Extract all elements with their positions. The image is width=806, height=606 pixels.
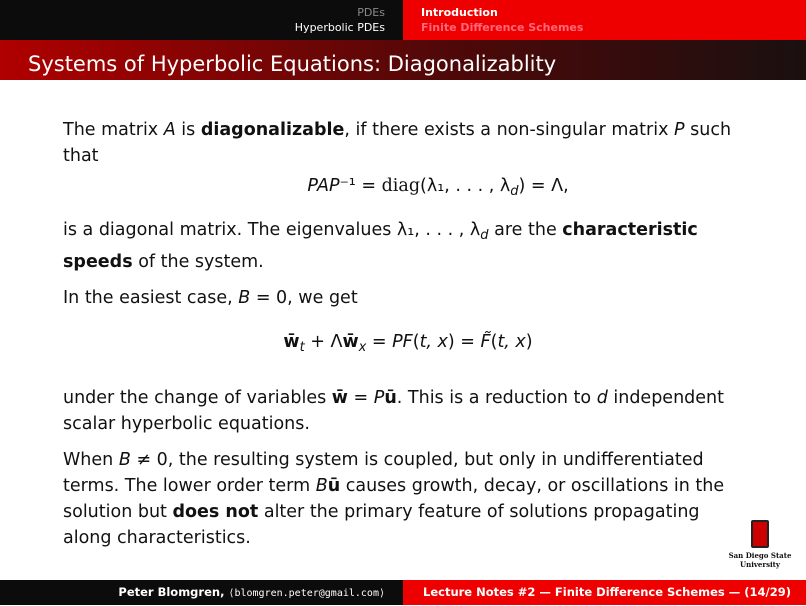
text-run: is a diagonal matrix. The eigenvalues λ₁, . . . , λ [63,220,481,240]
text-run: B [118,450,131,470]
text-run: = 0, we get [250,288,358,308]
text-run: P [373,388,385,408]
text-run: + Λ [304,332,343,352]
text-run: = [366,332,393,352]
shield-icon [751,520,769,548]
text-run: . This is a reduction to [396,388,597,408]
text-run: w̄ [342,332,359,352]
text-run: ū [384,388,397,408]
text-run: (λ₁, . . . , λ [420,176,511,196]
text-run: alter the primary feature of solutions propagating along characteristics. [63,502,700,548]
text-run: ) [525,332,533,352]
slide-title: Systems of Hyperbolic Equations: Diagonalizablity [0,40,806,80]
text-run: diag [381,176,421,196]
text-run: such that [63,120,732,166]
text-run: w̄ [331,388,348,408]
text-run: ū [327,476,341,496]
footer-author [0,580,403,605]
text-run: , if there exists a non-singular matrix [344,120,674,140]
university-logo [720,520,800,569]
section-nav [0,0,403,40]
author-email: ⟨blomgren.peter@gmail.com⟩ [228,588,385,599]
text-run: In the easiest case, [63,288,239,308]
paragraph [63,217,753,275]
text-run: B [238,288,251,308]
text-run: ≠ 0, the resulting system is coupled, but only in undifferentiated terms. The lower order term [63,450,704,496]
nav-section-hyperbolic[interactable]: Hyperbolic PDEs [294,21,385,34]
navigation-header [0,0,806,40]
subsection-nav [403,0,806,40]
text-run: are the [488,220,563,240]
text-run: characteristic speeds [63,220,698,272]
equation [63,329,753,361]
text-run: under the change of variables [63,388,332,408]
text-run: B [315,476,328,496]
text-run: causes growth, decay, or oscillations in the solution but [63,476,725,522]
text-run: = [347,388,374,408]
text-run: t, x [497,332,526,352]
text-run: d [480,228,489,243]
text-run: ) = Λ, [518,176,569,196]
text-run: w̄ [283,332,300,352]
text-run: ( [412,332,420,352]
text-run: The matrix [63,120,164,140]
text-run: diagonalizable [200,120,345,140]
nav-section-pdes[interactable]: PDEs [357,6,385,19]
text-run: d [510,184,519,199]
text-run: t [299,340,305,355]
text-run: ( [490,332,498,352]
text-run: PF [392,332,413,352]
text-run: t, x [419,332,448,352]
text-run: When [63,450,119,470]
text-run: x [358,340,367,355]
nav-sub-introduction[interactable]: Introduction [421,6,498,19]
slide-body [63,117,753,561]
text-run: PAP [307,176,340,196]
logo-line1: San Diego State [728,551,792,560]
text-run: is [175,120,201,140]
paragraph [63,117,753,169]
text-run: P [674,120,685,140]
paragraph [63,447,753,551]
text-run: ⁻¹ = [339,176,382,196]
paragraph [63,385,753,437]
text-run: of the system. [132,252,264,272]
logo-line2: University [740,560,780,569]
text-run: A [163,120,176,140]
text-run: does not [172,502,259,522]
text-run: F̃ [480,332,491,352]
author-name: Peter Blomgren, [118,585,229,599]
footer [0,580,806,605]
text-run: d [596,388,608,408]
nav-sub-fds[interactable]: Finite Difference Schemes [421,21,584,34]
text-run: independent scalar hyperbolic equations. [63,388,724,434]
footer-lecture: Lecture Notes #2 — Finite Difference Schemes — (14/29) [403,580,806,605]
paragraph [63,285,753,311]
equation [63,173,753,205]
text-run: ) = [447,332,481,352]
